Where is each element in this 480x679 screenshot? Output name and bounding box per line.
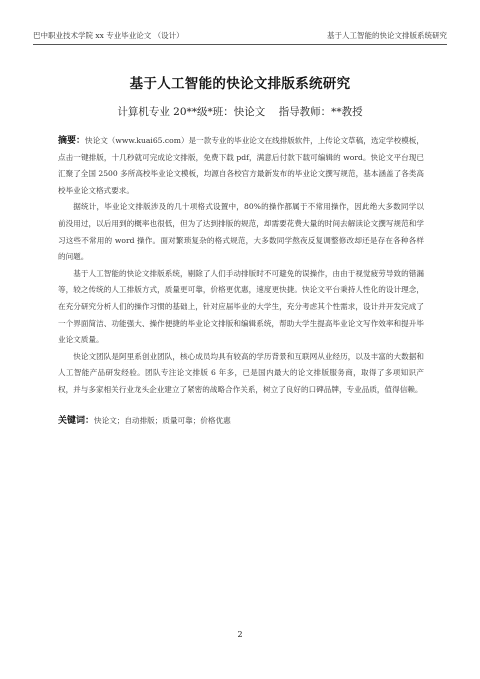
body-paragraph-3: 快论文团队是阿里系创业团队，核心成员均具有较高的学历背景和互联网从业经历，以及丰富的大数据和人工智能产品研发经验。团队专注论文排版 6 年多，已是国内最大的论文排版服务商，取得了多项知识产权，并与多家相关行业龙头企业建立了紧密的战略合作关系，树立了良好的口碑品牌，专业品质，值得信赖。 (58, 351, 424, 394)
body-paragraph-1: 据统计，毕业论文排版涉及的几十项格式设置中，80%的操作都属于不常用操作，因此绝大多数同学以前没用过，以后用到的概率也很低，但为了达到排版的规范，却需要花费大量的时间去解读论文撰写规范和学习这些不常用的 word 操作。面对繁琐复杂的格式规范，大多数同学熬夜反复调整修改却还是存在各种各样的问题。 (58, 202, 424, 262)
header-left-text: 巴中职业技术学院 xx 专业毕业论文 （设计） (33, 31, 184, 40)
running-header (33, 24, 447, 45)
keywords-label: 关键词： (58, 415, 95, 426)
paper-title: 基于人工智能的快论文排版系统研究 (129, 76, 351, 92)
keywords-line (58, 413, 424, 430)
keywords-text: 快论文；自动排版；质量可靠；价格优惠 (94, 415, 231, 425)
abstract-section (58, 133, 424, 429)
page-number: 2 (237, 630, 243, 639)
header-right-text: 基于人工智能的快论文排版系统研究 (327, 31, 447, 40)
author-line: 计算机专业 20**级*班：快论文 指导教师：**教授 (117, 106, 363, 118)
body-paragraph-2: 基于人工智能的快论文排版系统，剔除了人们手动排版时不可避免的误操作，由由于视觉疲劳导致的错漏等，较之传统的人工排版方式，质量更可靠，价格更优惠，速度更快捷。快论文平台秉持人性化的设计理念，在充分研究分析人们的操作习惯的基础上，针对应届毕业的大学生，充分考虑其个性需求，设计并开发完成了一个界面简洁、功能强大、操作便捷的毕业论文排版和编辑系统，帮助大学生提高毕业论文写作效率和提升毕业论文质量。 (58, 268, 424, 345)
abstract-text: 快论文（www.kuai65.com）是一款专业的毕业论文在线排版软件，上传论文草稿，选定学校模板，点击一键排版，十几秒就可完成论文排版，免费下载 pdf，满意后付款下载可编辑的 word。快论文平台现已汇聚了全国 2500 多所高校毕业论文模板，均源自各校官方最新发布的毕业论文撰写规范，基本涵盖了各类高校毕业论文格式要求。 (58, 136, 424, 195)
abstract-paragraph (58, 133, 424, 199)
abstract-label: 摘要： (58, 136, 86, 146)
